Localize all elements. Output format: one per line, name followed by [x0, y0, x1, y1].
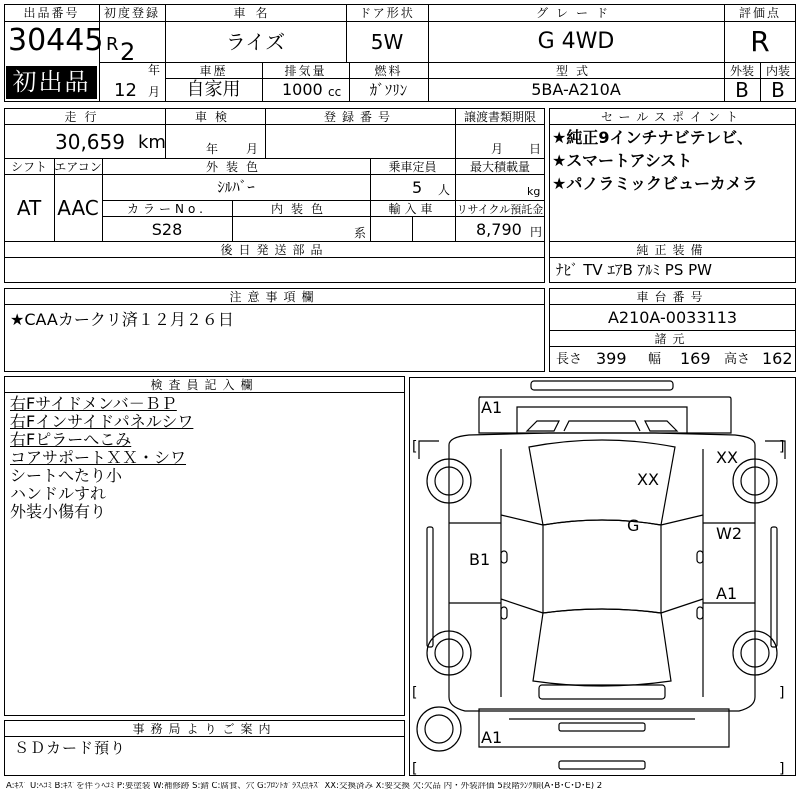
door-label: ドア形状 [359, 6, 415, 20]
inspector-note: ハンドルすれ [10, 484, 107, 503]
history: 自家用 [186, 79, 241, 100]
displacement: 1000 [282, 80, 323, 99]
exterior-grade: B [735, 78, 749, 102]
diagram-bracket: [ [412, 761, 418, 777]
color-label: 外装色 [205, 160, 266, 174]
inspector-note: コアサポートＸＸ・シワ [10, 448, 187, 467]
inspector-note: シートへたり小 [10, 466, 123, 485]
length: 399 [596, 349, 627, 368]
diagram-bracket: ] [779, 439, 785, 455]
score: R [750, 25, 770, 58]
grade: G 4WD [537, 29, 615, 54]
score-label: 評価点 [738, 6, 781, 20]
later-parts-label: 後日発送部品 [220, 243, 329, 257]
length-label: 長さ [556, 352, 583, 367]
diagram-bracket: ] [779, 761, 785, 777]
plate-label: 登録番号 [323, 110, 396, 124]
inspector-note: 右Fサイドメンバ－ＢＰ [10, 394, 177, 413]
notes-text: ★CAAカークリ済１２月２６日 [10, 310, 234, 329]
transfer-label: 譲渡書類期限 [463, 110, 536, 124]
car-diagram [409, 377, 796, 776]
year-unit: 年 [148, 63, 161, 77]
diagram-bracket: ] [779, 685, 785, 701]
fuel-label: 燃料 [374, 64, 403, 78]
ac: AAC [57, 196, 99, 220]
reg-month: 12 [114, 80, 137, 101]
sales-points-label: セールスポイント [601, 110, 744, 124]
recycle-unit: 円 [530, 225, 543, 239]
sales-point-2: ★スマートアシスト [552, 151, 693, 170]
height-label: 高さ [724, 352, 751, 367]
inspection-label: 車検 [194, 110, 235, 124]
inspector-notes [10, 395, 193, 521]
interior-label: 内装 [765, 64, 790, 78]
lot-number-label: 出品番号 [23, 6, 80, 20]
inspector-label: 検査員記入欄 [150, 378, 259, 392]
chassis-number: A210A-0033113 [607, 308, 738, 327]
shift-label: シフト [10, 160, 47, 174]
interior-color-unit: 系 [354, 226, 367, 240]
model: 5BA-A210A [531, 80, 621, 99]
color-number-label: カラーNo. [127, 202, 207, 216]
inspection-month-unit: 月 [246, 142, 259, 156]
capacity-label: 乗車定員 [388, 160, 437, 174]
inspector-note: 右Fピラーへこみ [10, 430, 132, 449]
legend: A:ｷｽﾞ U:ﾍｺﾐ B:ｷｽﾞを伴うﾍｺﾐ P:要塗装 W:補修跡 S:錆 C:腐食、穴 G:ﾌﾛﾝﾄｶﾞﾗｽ点ｷｽﾞ XX:交換済み X:要交換 欠:欠品 内・外装評価 5段階ﾗﾝｸ順(A･B･C･D･E) 2 [6, 782, 603, 791]
first-registration-label: 初度登録 [103, 6, 160, 20]
inspector-note: 外装小傷有り [10, 502, 107, 521]
diagram-mark: A1 [481, 728, 503, 747]
mileage-label: 走行 [64, 110, 105, 124]
capacity-unit: 人 [438, 183, 451, 197]
load-unit: kg [527, 185, 541, 198]
import-label: 輸入車 [388, 202, 437, 216]
transfer-month-unit: 月 [491, 142, 504, 156]
diagram-mark: A1 [716, 584, 738, 603]
history-label: 車歴 [199, 64, 228, 78]
equipment-label: 純正装備 [636, 243, 709, 257]
diagram-mark: W2 [716, 524, 742, 543]
width-label: 幅 [648, 352, 662, 367]
mileage: 30,659 [55, 130, 125, 154]
inspector-note: 右Fインサイドパネルシワ [10, 412, 194, 431]
car-name-label: 車名 [233, 6, 278, 20]
exterior-label: 外装 [729, 64, 754, 78]
first-listing-badge: 初出品 [6, 66, 97, 99]
month-unit: 月 [148, 85, 161, 99]
ac-label: エアコン [54, 160, 102, 174]
interior-color-label: 内装色 [270, 202, 331, 216]
spec-table [4, 108, 545, 242]
lot-number: 30445 [8, 23, 104, 58]
car-name: ライズ [225, 30, 286, 54]
dims-label: 諸元 [654, 332, 691, 346]
sales-point-3: ★パノラミックビューカメラ [552, 174, 758, 193]
door-type: 5W [370, 30, 404, 54]
load-label: 最大積載量 [469, 160, 530, 174]
diagram-mark: XX [637, 470, 659, 489]
width: 169 [680, 349, 711, 368]
diagram-bracket: [ [412, 439, 418, 455]
diagram-bracket: [ [412, 685, 418, 701]
color: ｼﾙﾊﾞｰ [217, 178, 255, 196]
inspection-year-unit: 年 [206, 142, 219, 156]
model-label: 型式 [555, 64, 596, 78]
mileage-unit: km [138, 132, 166, 153]
office-label: 事務局よりご案内 [132, 722, 277, 736]
color-number: S28 [151, 220, 183, 239]
height: 162 [762, 349, 793, 368]
shift: AT [16, 196, 42, 220]
diagram-mark: B1 [469, 550, 491, 569]
displacement-unit: cc [328, 85, 342, 99]
capacity: 5 [412, 178, 423, 197]
notes-label: 注意事項欄 [229, 290, 320, 304]
office-text: ＳＤカード預り [14, 739, 127, 757]
fuel: ｶﾞｿﾘﾝ [369, 81, 408, 99]
sales-point-1: ★純正9インチナビテレビ、 [552, 128, 753, 147]
transfer-day-unit: 日 [529, 142, 542, 156]
reg-year: 2 [120, 38, 136, 66]
equipment: ﾅﾋﾞ TV ｴｱB ｱﾙﾐ PS PW [556, 261, 712, 279]
diagram-mark: A1 [481, 398, 503, 417]
displacement-label: 排気量 [284, 64, 327, 78]
recycle-label: リサイクル預託金 [456, 203, 544, 216]
diagram-mark: XX [716, 448, 738, 467]
grade-label: グレード [535, 6, 616, 20]
interior-grade: B [771, 78, 785, 102]
reg-era: R [106, 34, 119, 55]
diagram-mark: G [627, 516, 640, 535]
recycle-fee: 8,790 [476, 220, 522, 239]
chassis-label: 車台番号 [636, 290, 709, 304]
